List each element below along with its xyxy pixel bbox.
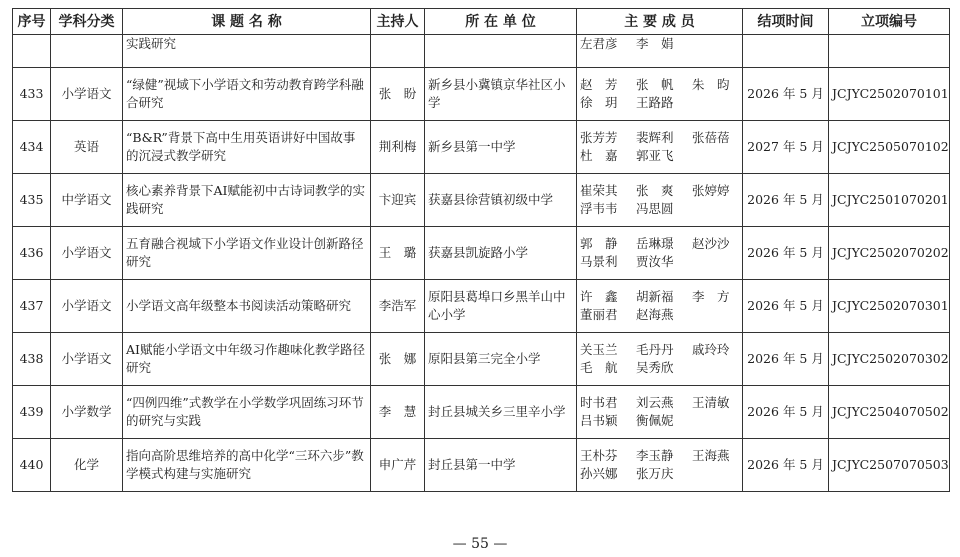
member-name: 董丽君 <box>580 307 618 322</box>
member-name: 张万庆 <box>636 466 674 481</box>
member-name: 张芳芳 <box>580 130 618 145</box>
member-name: 胡新福 <box>636 289 674 304</box>
cell-subject: 小学语文 <box>51 227 123 280</box>
cell-date: 2026 年 5 月 <box>743 227 829 280</box>
member-name: 朱 昀 <box>692 77 730 92</box>
cell-members <box>577 333 743 386</box>
cell-subject: 小学语文 <box>51 280 123 333</box>
cell-no: 438 <box>13 333 51 386</box>
cell-no: 437 <box>13 280 51 333</box>
member-name: 王清敏 <box>692 395 730 410</box>
cell-subject: 中学语文 <box>51 174 123 227</box>
header-members: 主 要 成 员 <box>577 9 743 35</box>
continued-row <box>13 35 950 68</box>
cell-host <box>371 35 425 68</box>
member-name: 刘云燕 <box>636 395 674 410</box>
table-row <box>13 386 950 439</box>
cell-date: 2026 年 5 月 <box>743 333 829 386</box>
cell-host: 李浩军 <box>371 280 425 333</box>
member-name: 岳琳璟 <box>636 236 674 251</box>
cell-host: 卞迎宾 <box>371 174 425 227</box>
member-name: 左君彦 <box>580 36 618 51</box>
cell-no: 436 <box>13 227 51 280</box>
header-subject: 学科分类 <box>51 9 123 35</box>
cell-unit: 新乡县第一中学 <box>425 121 577 174</box>
cell-title: “绿健”视域下小学语文和劳动教育跨学科融合研究 <box>123 68 371 121</box>
member-name: 张 帆 <box>636 77 674 92</box>
page-number: — 55 — <box>452 536 508 552</box>
cell-members <box>577 280 743 333</box>
cell-subject: 英语 <box>51 121 123 174</box>
member-name: 吴秀欣 <box>636 360 674 375</box>
cell-code: JCJYC2502070302 <box>829 333 950 386</box>
member-name: 吕书颖 <box>580 413 618 428</box>
cell-date: 2026 年 5 月 <box>743 386 829 439</box>
cell-unit: 封丘县城关乡三里辛小学 <box>425 386 577 439</box>
table-row <box>13 333 950 386</box>
header-host: 主持人 <box>371 9 425 35</box>
cell-unit: 原阳县第三完全小学 <box>425 333 577 386</box>
cell-no <box>13 35 51 68</box>
cell-code: JCJYC2501070201 <box>829 174 950 227</box>
member-name: 赵沙沙 <box>692 236 730 251</box>
cell-subject <box>51 35 123 68</box>
cell-date: 2026 年 5 月 <box>743 439 829 492</box>
cell-title: 小学语文高年级整本书阅读活动策略研究 <box>123 280 371 333</box>
cell-host: 张 娜 <box>371 333 425 386</box>
cell-host: 荆利梅 <box>371 121 425 174</box>
cell-no: 434 <box>13 121 51 174</box>
table-row <box>13 121 950 174</box>
cell-no: 435 <box>13 174 51 227</box>
member-name: 赵 芳 <box>580 77 618 92</box>
cell-date: 2026 年 5 月 <box>743 280 829 333</box>
table-row <box>13 227 950 280</box>
cell-members <box>577 121 743 174</box>
table-row <box>13 174 950 227</box>
cell-no: 433 <box>13 68 51 121</box>
member-name: 浮韦韦 <box>580 201 618 216</box>
table-row <box>13 439 950 492</box>
cell-unit <box>425 35 577 68</box>
cell-members <box>577 227 743 280</box>
cell-subject: 小学语文 <box>51 68 123 121</box>
member-name: 崔荣其 <box>580 183 618 198</box>
cell-title: “四例四维”式教学在小学数学巩固练习环节的研究与实践 <box>123 386 371 439</box>
cell-members <box>577 35 743 68</box>
header-title: 课 题 名 称 <box>123 9 371 35</box>
member-name: 李 方 <box>692 289 730 304</box>
cell-subject: 小学数学 <box>51 386 123 439</box>
member-name: 关玉兰 <box>580 342 618 357</box>
cell-subject: 化学 <box>51 439 123 492</box>
member-name: 王路路 <box>636 95 674 110</box>
cell-code: JCJYC2505070102 <box>829 121 950 174</box>
cell-title: AI赋能小学语文中年级习作趣味化教学路径研究 <box>123 333 371 386</box>
member-name: 杜 嘉 <box>580 148 618 163</box>
cell-unit: 新乡县小冀镇京华社区小学 <box>425 68 577 121</box>
member-name: 赵海燕 <box>636 307 674 322</box>
member-name: 许 鑫 <box>580 289 618 304</box>
member-name: 郭 静 <box>580 236 618 251</box>
member-name: 裴辉利 <box>636 130 674 145</box>
member-name: 李玉静 <box>636 448 674 463</box>
member-name: 冯思圆 <box>636 201 674 216</box>
cell-title: 实践研究 <box>123 35 371 68</box>
header-date: 结项时间 <box>743 9 829 35</box>
cell-code: JCJYC2502070301 <box>829 280 950 333</box>
header-code: 立项编号 <box>829 9 950 35</box>
cell-code: JCJYC2504070502 <box>829 386 950 439</box>
member-name: 戚玲玲 <box>692 342 730 357</box>
cell-members <box>577 439 743 492</box>
member-name: 贾汝华 <box>636 254 674 269</box>
member-name: 孙兴娜 <box>580 466 618 481</box>
cell-title: 五育融合视域下小学语文作业设计创新路径研究 <box>123 227 371 280</box>
table-row <box>13 68 950 121</box>
cell-host: 李 慧 <box>371 386 425 439</box>
cell-unit: 获嘉县徐营镇初级中学 <box>425 174 577 227</box>
cell-code: JCJYC2502070101 <box>829 68 950 121</box>
member-name: 王海燕 <box>692 448 730 463</box>
cell-code: JCJYC2502070202 <box>829 227 950 280</box>
member-name: 时书君 <box>580 395 618 410</box>
cell-date: 2027 年 5 月 <box>743 121 829 174</box>
member-name: 衡佩妮 <box>636 413 674 428</box>
cell-code: JCJYC2507070503 <box>829 439 950 492</box>
cell-title: 指向高阶思维培养的高中化学“三环六步”教学模式构建与实施研究 <box>123 439 371 492</box>
cell-members <box>577 68 743 121</box>
member-name: 张蓓蓓 <box>692 130 730 145</box>
cell-members <box>577 174 743 227</box>
cell-code <box>829 35 950 68</box>
member-name: 马景利 <box>580 254 618 269</box>
cell-unit: 原阳县葛埠口乡黑羊山中心小学 <box>425 280 577 333</box>
cell-no: 440 <box>13 439 51 492</box>
member-name: 王朴芬 <box>580 448 618 463</box>
cell-unit: 封丘县第一中学 <box>425 439 577 492</box>
member-name: 徐 玥 <box>580 95 618 110</box>
cell-host: 张 盼 <box>371 68 425 121</box>
cell-host: 申广芹 <box>371 439 425 492</box>
cell-subject: 小学语文 <box>51 333 123 386</box>
cell-members <box>577 386 743 439</box>
cell-date <box>743 35 829 68</box>
header-no: 序号 <box>13 9 51 35</box>
project-table <box>12 8 950 492</box>
cell-title: “B&R”背景下高中生用英语讲好中国故事的沉浸式教学研究 <box>123 121 371 174</box>
header-unit: 所 在 单 位 <box>425 9 577 35</box>
header-row <box>13 9 950 35</box>
member-name: 郭亚飞 <box>636 148 674 163</box>
member-name: 李 娟 <box>636 36 674 51</box>
member-name: 毛丹丹 <box>636 342 674 357</box>
member-name: 毛 航 <box>580 360 618 375</box>
cell-unit: 获嘉县凯旋路小学 <box>425 227 577 280</box>
cell-date: 2026 年 5 月 <box>743 174 829 227</box>
cell-title: 核心素养背景下AI赋能初中古诗词教学的实践研究 <box>123 174 371 227</box>
cell-no: 439 <box>13 386 51 439</box>
member-name: 张婷婷 <box>692 183 730 198</box>
member-name: 张 爽 <box>636 183 674 198</box>
cell-host: 王 璐 <box>371 227 425 280</box>
table-row <box>13 280 950 333</box>
cell-date: 2026 年 5 月 <box>743 68 829 121</box>
